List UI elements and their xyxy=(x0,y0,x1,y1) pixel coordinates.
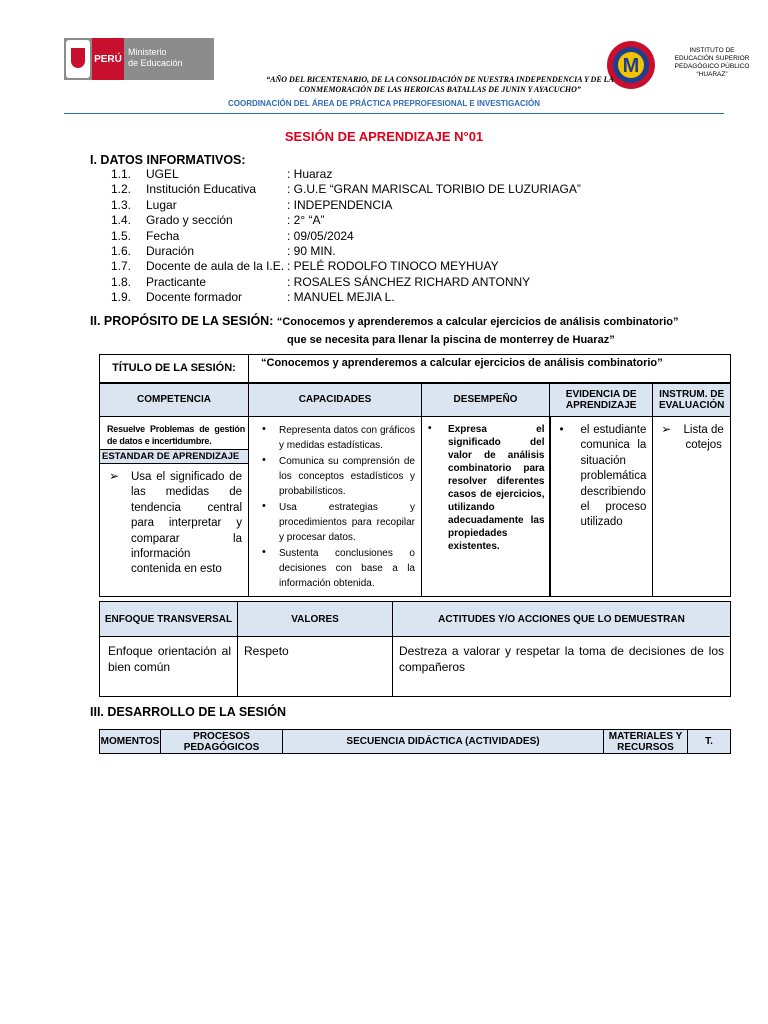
peru-label: PERÚ xyxy=(92,38,124,80)
ministry-logo xyxy=(64,38,214,80)
info-num: 1.2. xyxy=(111,182,132,197)
info-row xyxy=(111,259,711,274)
competencia-cell xyxy=(100,417,249,597)
capacidades-list xyxy=(255,423,415,591)
institute-name: INSTITUTO DE EDUCACIÓN SUPERIOR PEDAGÓGICO PÚBLICO “HUARAZ” xyxy=(674,47,750,78)
info-label: Institución Educativa xyxy=(146,182,257,197)
info-value: : G.U.E “GRAN MARISCAL TORIBIO DE LUZURIAGA” xyxy=(287,182,581,197)
header-capacidades: CAPACIDADES xyxy=(249,383,422,417)
year-motto: “AÑO DEL BICENTENARIO, DE LA CONSOLIDACIÓN DE NUESTRA INDEPENDENCIA Y DE LA CONMEMORACIÓN DE LAS HEROICAS BATALLAS DE JUNIN Y AYACUCHO” xyxy=(266,75,614,94)
ministry-name: Ministerio de Educación xyxy=(128,47,183,68)
info-value: : ROSALES SÁNCHEZ RICHARD ANTONNY xyxy=(287,274,531,289)
info-row xyxy=(111,275,711,290)
capacidad-item: • Comunica su comprensión de los conceptos estadísticos y probabilísticos. xyxy=(279,454,415,499)
capacidad-item: • Usa estrategias y procedimientos para recopilar y procesar datos. xyxy=(279,500,415,545)
session-title-value: “Conocemos y aprenderemos a calcular ejercicios de análisis combinatorio” xyxy=(249,355,731,383)
info-num: 1.3. xyxy=(111,197,132,212)
info-num: 1.5. xyxy=(111,228,132,243)
header-secuencia: SECUENCIA DIDÁCTICA (ACTIVIDADES) xyxy=(283,730,604,754)
info-label: Grado y sección xyxy=(146,213,233,228)
info-row xyxy=(111,198,711,213)
info-value: : INDEPENDENCIA xyxy=(287,197,393,212)
header-competencia: COMPETENCIA xyxy=(100,383,249,417)
capacidad-item: • Sustenta conclusiones o decisiones con base a la información obtenida. xyxy=(279,546,415,591)
actitud-value: Destreza a valorar y respetar la toma de decisiones de los compañeros xyxy=(393,637,731,697)
info-value: : PELÉ RODOLFO TINOCO MEYHUAY xyxy=(287,259,499,274)
arrow-bullet-icon: ➢ xyxy=(109,469,120,483)
session-table xyxy=(99,354,731,597)
info-label: Duración xyxy=(146,243,195,258)
info-label: UGEL xyxy=(146,167,179,181)
peru-shield-icon xyxy=(66,40,90,78)
header-evidencia: EVIDENCIA DE APRENDIZAJE xyxy=(550,383,653,417)
info-row xyxy=(111,244,711,259)
instrumento-item: ➢ Lista de cotejos xyxy=(661,424,724,452)
info-num: 1.4. xyxy=(111,213,132,228)
header-valores: VALORES xyxy=(238,602,393,637)
header-enfoque: ENFOQUE TRANSVERSAL xyxy=(100,602,238,637)
valor-value: Respeto xyxy=(238,637,393,697)
info-label: Lugar xyxy=(146,197,177,212)
info-row xyxy=(111,167,711,182)
header-instrumento: INSTRUM. DE EVALUACIÓN xyxy=(653,383,731,417)
svg-text:M: M xyxy=(622,55,640,77)
purpose-line1: “Conocemos y aprenderemos a calcular ejercicios de análisis combinatorio” xyxy=(276,316,679,328)
info-row xyxy=(111,213,711,228)
info-label: Docente de aula de la I.E. xyxy=(146,259,285,274)
evidencia-item: • el estudiante comunica la situación problemática describiendo el proceso utilizado xyxy=(559,424,647,529)
info-num: 1.7. xyxy=(111,259,132,274)
section-1-heading: I. DATOS INFORMATIVOS: xyxy=(90,153,246,167)
info-list xyxy=(111,167,711,306)
info-label: Practicante xyxy=(146,274,207,289)
info-num: 1.9. xyxy=(111,290,132,305)
desempeno-item: • Expresa el significado del valor de análisis combinatorio para resolver diferentes casos de ejercicios, utilizando adecuadamente las propiedades existentes. xyxy=(428,423,545,552)
session-title-label: TÍTULO DE LA SESIÓN: xyxy=(100,355,249,383)
section-2-heading: II. PROPÓSITO DE LA SESIÓN: “Conocemos y aprenderemos a calcular ejercicios de análisis combinatorio” xyxy=(90,314,679,328)
enfoque-table xyxy=(99,601,731,697)
info-value: : 90 MIN. xyxy=(287,243,336,258)
header-actitudes: ACTITUDES Y/O ACCIONES QUE LO DEMUESTRAN xyxy=(393,602,731,637)
header-materiales: MATERIALES Y RECURSOS xyxy=(604,730,688,754)
bullet-icon: • xyxy=(559,424,564,436)
info-value: : Huaraz xyxy=(287,167,333,181)
info-row xyxy=(111,229,711,244)
enfoque-value: Enfoque orientación al bien común xyxy=(100,637,238,697)
header-tiempo: T. xyxy=(688,730,731,754)
info-label: Fecha xyxy=(146,228,180,243)
arrow-bullet-icon: ➢ xyxy=(661,424,671,436)
capacidades-cell xyxy=(249,417,422,597)
evidencia-cell xyxy=(550,417,653,597)
purpose-line2: que se necesita para llenar la piscina de monterrey de Huaraz” xyxy=(287,334,615,346)
coordination-line: COORDINACIÓN DEL ÁREA DE PRÁCTICA PREPROFESIONAL E INVESTIGACIÓN xyxy=(227,99,541,108)
info-label: Docente formador xyxy=(146,290,243,305)
section-3-heading: III. DESARROLLO DE LA SESIÓN xyxy=(90,705,287,719)
info-value: : MANUEL MEJIA L. xyxy=(287,290,395,305)
header-divider xyxy=(64,113,724,114)
instrumento-cell xyxy=(653,417,731,597)
desempeno-cell xyxy=(422,417,550,597)
header-momentos: MOMENTOS xyxy=(100,730,161,754)
info-row xyxy=(111,290,711,305)
info-num: 1.6. xyxy=(111,243,132,258)
capacidad-item: • Representa datos con gráficos y medidas estadísticas. xyxy=(279,423,415,453)
header-desempeno: DESEMPEÑO xyxy=(422,383,550,417)
competencia-text: Resuelve Problemas de gestión de datos e incertidumbre. xyxy=(107,424,245,446)
info-value: : 09/05/2024 xyxy=(287,228,354,243)
header-procesos: PROCESOS PEDAGÓGICOS xyxy=(161,730,283,754)
estandar-item: ➢ Usa el significado de las medidas de tendencia central para interpretar y comparar la información contenida en esto xyxy=(109,469,242,576)
info-row xyxy=(111,182,711,197)
estandar-label: ESTANDAR DE APRENDIZAJE xyxy=(100,449,248,464)
info-value: : 2° “A” xyxy=(287,213,325,228)
development-table xyxy=(99,729,731,754)
document-title: SESIÓN DE APRENDIZAJE N°01 xyxy=(284,129,484,144)
info-num: 1.8. xyxy=(111,274,132,289)
info-num: 1.1. xyxy=(111,167,132,181)
bullet-icon: • xyxy=(428,423,432,434)
